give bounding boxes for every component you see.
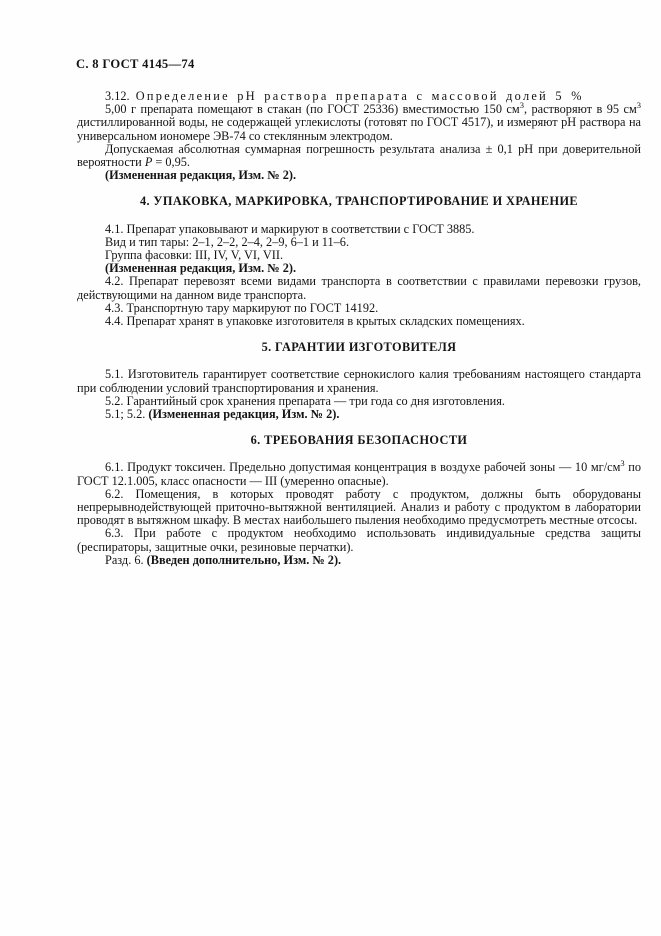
text-run: , растворяют в 95 см [523, 102, 637, 117]
paragraph [77, 368, 641, 394]
text-run: 6.3. При работе с продуктом необходимо использовать индивидуальные средства защиты (респираторы, защитные очки, резиновые перчатки). [77, 526, 641, 554]
superscript: 3 [519, 100, 524, 111]
superscript: 3 [620, 458, 625, 469]
paragraph [77, 100, 641, 143]
text-run: (Измененная редакция, Изм. № 2). [105, 261, 297, 276]
text-run: 4.3. Транспортную тару маркируют по ГОСТ 14192. [105, 300, 379, 315]
text-run: Разд. 6. [105, 552, 147, 567]
text-run: 5.2. Гарантийный срок хранения препарата — три года со дня изготовления. [105, 393, 505, 408]
paragraph [77, 315, 641, 328]
paragraph [77, 408, 641, 421]
text-run: 4.2. Препарат перевозят всеми видами транспорта в соответствии с правилами перевозки грузов, действующими на данном виде транспорта. [77, 274, 641, 302]
text-run: дистиллированной воды, не содержащей углекислоты (готовят по ГОСТ 4517), и измеряют рН раствора на универсальном иономере ЭВ-74 со стеклянным электродом. [77, 115, 641, 143]
text-run: 5,00 г препарата помещают в стакан (по ГОСТ 25336) вместимостью 150 см [105, 102, 520, 117]
text-run: 6.1. Продукт токсичен. Предельно допустимая концентрация в воздухе рабочей зоны — 10 мг/см [105, 460, 621, 475]
paragraph [77, 554, 641, 567]
text-run: 5.1. Изготовитель гарантирует соответствие сернокислого калия требованиям настоящего стандарта при соблюдении условий транспортирования и хранения. [77, 367, 641, 395]
text-run: по ГОСТ 12.1.005, класс опасности — III (умеренно опасные). [77, 460, 641, 488]
text-run: Допускаемая абсолютная суммарная погрешность результата анализа ± 0,1 рН при доверительной вероятности [77, 141, 641, 170]
text-run: 6.2. Помещения, в которых проводят работу с продуктом, должны быть оборудованы непрерывнодействующей приточно-вытяжной вентиляцией. Анализ и работу с продуктом в лаборатории проводят в вытяжном шкафу. В местах наибольшего пыления необходимо предусмотреть местные отсосы. [77, 486, 641, 528]
paragraph [77, 458, 641, 488]
text-run: Группа фасовки: III, IV, V, VI, VII. [105, 248, 284, 263]
text-run: 4.1. Препарат упаковывают и маркируют в соответствии с ГОСТ 3885. [105, 221, 475, 236]
paragraph [77, 275, 641, 301]
superscript: 3 [636, 100, 641, 111]
section-heading: 4. УПАКОВКА, МАРКИРОВКА, ТРАНСПОРТИРОВАНИЕ И ХРАНЕНИЕ [139, 194, 579, 209]
text-run: Вид и тип тары: 2–1, 2–2, 2–4, 2–9, 6–1 и 11–6. [105, 234, 350, 249]
clause-number: 3.12. [105, 89, 136, 103]
text-run: 4.4. Препарат хранят в упаковке изготовителя в крытых складских помещениях. [105, 314, 525, 329]
text-run: = 0,95. [152, 155, 191, 170]
paragraph [77, 488, 641, 528]
section-heading: 6. ТРЕБОВАНИЯ БЕЗОПАСНОСТИ [250, 433, 468, 448]
text-run: 5.1; 5.2. [105, 407, 149, 422]
document-body [77, 90, 641, 567]
paragraph [77, 169, 641, 182]
text-run: Р [144, 155, 153, 170]
section-heading: 5. ГАРАНТИИ ИЗГОТОВИТЕЛЯ [261, 340, 457, 355]
page-header: С. 8 ГОСТ 4145—74 [76, 57, 195, 71]
text-run: (Измененная редакция, Изм. № 2). [105, 168, 297, 183]
paragraph [77, 527, 641, 553]
clause-title: Определение рН раствора препарата с массовой долей 5 % [135, 89, 584, 103]
paragraph [77, 143, 641, 169]
text-run: (Введен дополнительно, Изм. № 2). [146, 552, 342, 567]
text-run: (Измененная редакция, Изм. № 2). [148, 407, 340, 422]
